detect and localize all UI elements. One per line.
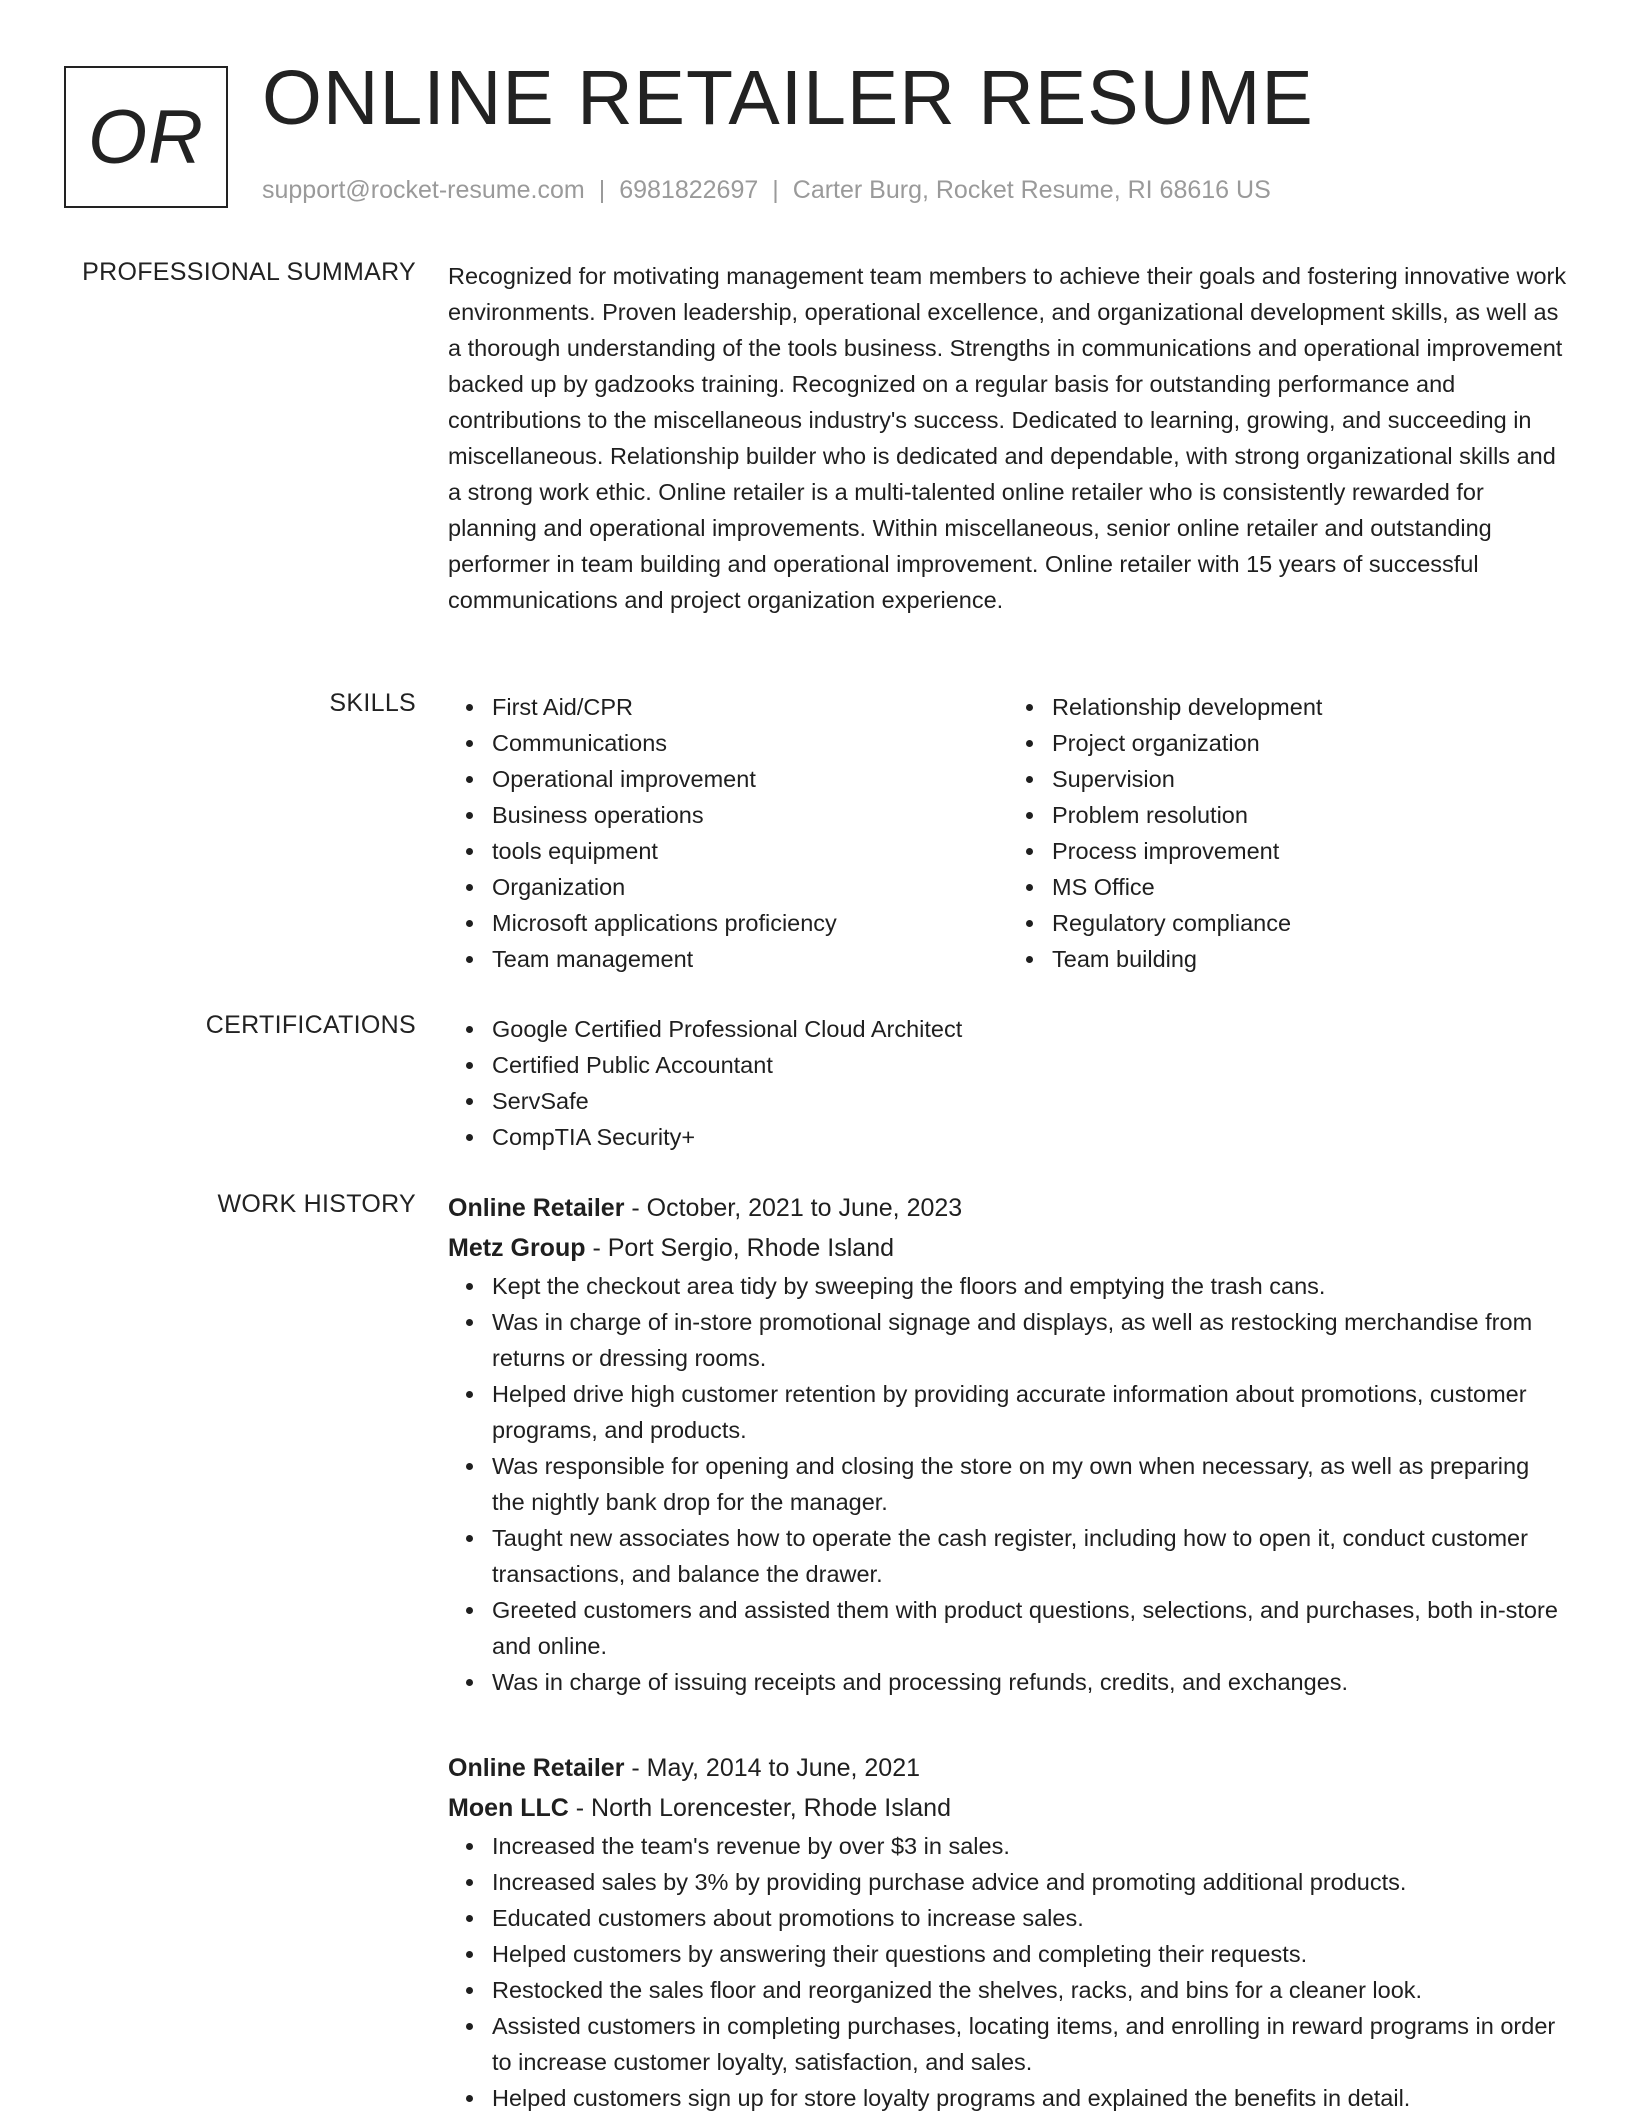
job-bullets xyxy=(448,1828,1568,2112)
list-item: Helped customers by answering their questions and completing their requests. xyxy=(492,1936,1568,1972)
list-item: Process improvement xyxy=(1052,833,1568,869)
list-item: Certified Public Accountant xyxy=(492,1047,1568,1083)
job-bullets xyxy=(448,1268,1568,1700)
job-entry xyxy=(448,1188,1568,1700)
list-item: Taught new associates how to operate the cash register, including how to open it, conduct customer transactions, and balance the drawer. xyxy=(492,1520,1568,1592)
certifications-list xyxy=(448,1011,1568,1155)
contact-separator: | xyxy=(772,176,779,204)
list-item: Microsoft applications proficiency xyxy=(492,905,1008,941)
summary-text: Recognized for motivating management team members to achieve their goals and fostering innovative work environments. Proven leadership, operational excellence, and organizational development skills, as well as a thorough understanding of the tools business. Strengths in communications and operational improvement backed up by gadzooks training. Recognized on a regular basis for outstanding performance and contributions to the miscellaneous industry's success. Dedicated to learning, growing, and succeeding in miscellaneous. Relationship builder who is dedicated and dependable, with strong organizational skills and a strong work ethic. Online retailer is a multi-talented online retailer who is consistently rewarded for planning and operational improvements. Within miscellaneous, senior online retailer and outstanding performer in team building and operational improvement. Online retailer with 15 years of successful communications and project organization experience. xyxy=(448,263,1567,613)
list-item: Kept the checkout area tidy by sweeping the floors and emptying the trash cans. xyxy=(492,1268,1568,1304)
job-company: Metz Group xyxy=(448,1234,586,1262)
skills-left-list xyxy=(448,689,1008,977)
monogram-badge xyxy=(64,66,228,208)
job-title-line xyxy=(448,1188,1568,1228)
list-item: Educated customers about promotions to increase sales. xyxy=(492,1900,1568,1936)
list-item: CompTIA Security+ xyxy=(492,1119,1568,1155)
list-item: First Aid/CPR xyxy=(492,689,1008,725)
summary-body xyxy=(448,258,1568,618)
list-item: Restocked the sales floor and reorganized the shelves, racks, and bins for a cleaner look. xyxy=(492,1972,1568,2008)
job-location: - North Lorencester, Rhode Island xyxy=(568,1794,951,1822)
list-item: Organization xyxy=(492,869,1008,905)
list-item: Team building xyxy=(1052,941,1568,977)
list-item: Google Certified Professional Cloud Architect xyxy=(492,1011,1568,1047)
resume-title: ONLINE RETAILER RESUME xyxy=(262,55,1314,141)
contact-separator: | xyxy=(598,176,606,204)
job-location: - Port Sergio, Rhode Island xyxy=(585,1234,894,1262)
skills-right-list xyxy=(1008,689,1568,977)
contact-email[interactable]: support@rocket-resume.com xyxy=(262,176,585,204)
list-item: ServSafe xyxy=(492,1083,1568,1119)
section-label: PROFESSIONAL SUMMARY xyxy=(82,258,416,286)
job-company: Moen LLC xyxy=(448,1794,569,1822)
skills-body xyxy=(448,689,1568,977)
list-item: Was responsible for opening and closing the store on my own when necessary, as well as preparing the nightly bank drop for the manager. xyxy=(492,1448,1568,1520)
list-item: Increased sales by 3% by providing purchase advice and promoting additional products. xyxy=(492,1864,1568,1900)
list-item: Increased the team's revenue by over $3 in sales. xyxy=(492,1828,1568,1864)
list-item: Problem resolution xyxy=(1052,797,1568,833)
job-title: Online Retailer xyxy=(448,1194,625,1222)
job-dates: - October, 2021 to June, 2023 xyxy=(624,1194,963,1222)
list-item: Team management xyxy=(492,941,1008,977)
contact-phone[interactable]: 6981822697 xyxy=(619,176,759,204)
job-title-line xyxy=(448,1748,1568,1788)
list-item: Project organization xyxy=(1052,725,1568,761)
list-item: Relationship development xyxy=(1052,689,1568,725)
list-item: MS Office xyxy=(1052,869,1568,905)
list-item: Supervision xyxy=(1052,761,1568,797)
certifications-body xyxy=(448,1011,1568,1155)
section-label: CERTIFICATIONS xyxy=(205,1011,416,1039)
section-label: WORK HISTORY xyxy=(217,1190,416,1218)
list-item: Greeted customers and assisted them with product questions, selections, and purchases, both in-store and online. xyxy=(492,1592,1568,1664)
list-item: Communications xyxy=(492,725,1008,761)
job-company-line xyxy=(448,1788,1568,1828)
list-item: Assisted customers in completing purchases, locating items, and enrolling in reward programs in order to increase customer loyalty, satisfaction, and sales. xyxy=(492,2008,1568,2080)
list-item: tools equipment xyxy=(492,833,1008,869)
list-item: Helped customers sign up for store loyalty programs and explained the benefits in detail. xyxy=(492,2080,1568,2112)
section-label: SKILLS xyxy=(329,689,416,717)
skills-grid xyxy=(448,689,1568,977)
list-item: Was in charge of in-store promotional signage and displays, as well as restocking merchandise from returns or dressing rooms. xyxy=(492,1304,1568,1376)
list-item: Was in charge of issuing receipts and processing refunds, credits, and exchanges. xyxy=(492,1664,1568,1700)
list-item: Regulatory compliance xyxy=(1052,905,1568,941)
contact-address: Carter Burg, Rocket Resume, RI 68616 US xyxy=(792,176,1271,204)
job-dates: - May, 2014 to June, 2021 xyxy=(624,1754,921,1782)
list-item: Helped drive high customer retention by providing accurate information about promotions, customer programs, and products. xyxy=(492,1376,1568,1448)
list-item: Operational improvement xyxy=(492,761,1008,797)
monogram-text: OR xyxy=(88,94,204,180)
contact-line xyxy=(262,176,1271,205)
job-entry xyxy=(448,1748,1568,2112)
job-title: Online Retailer xyxy=(448,1754,625,1782)
list-item: Business operations xyxy=(492,797,1008,833)
job-company-line xyxy=(448,1228,1568,1268)
